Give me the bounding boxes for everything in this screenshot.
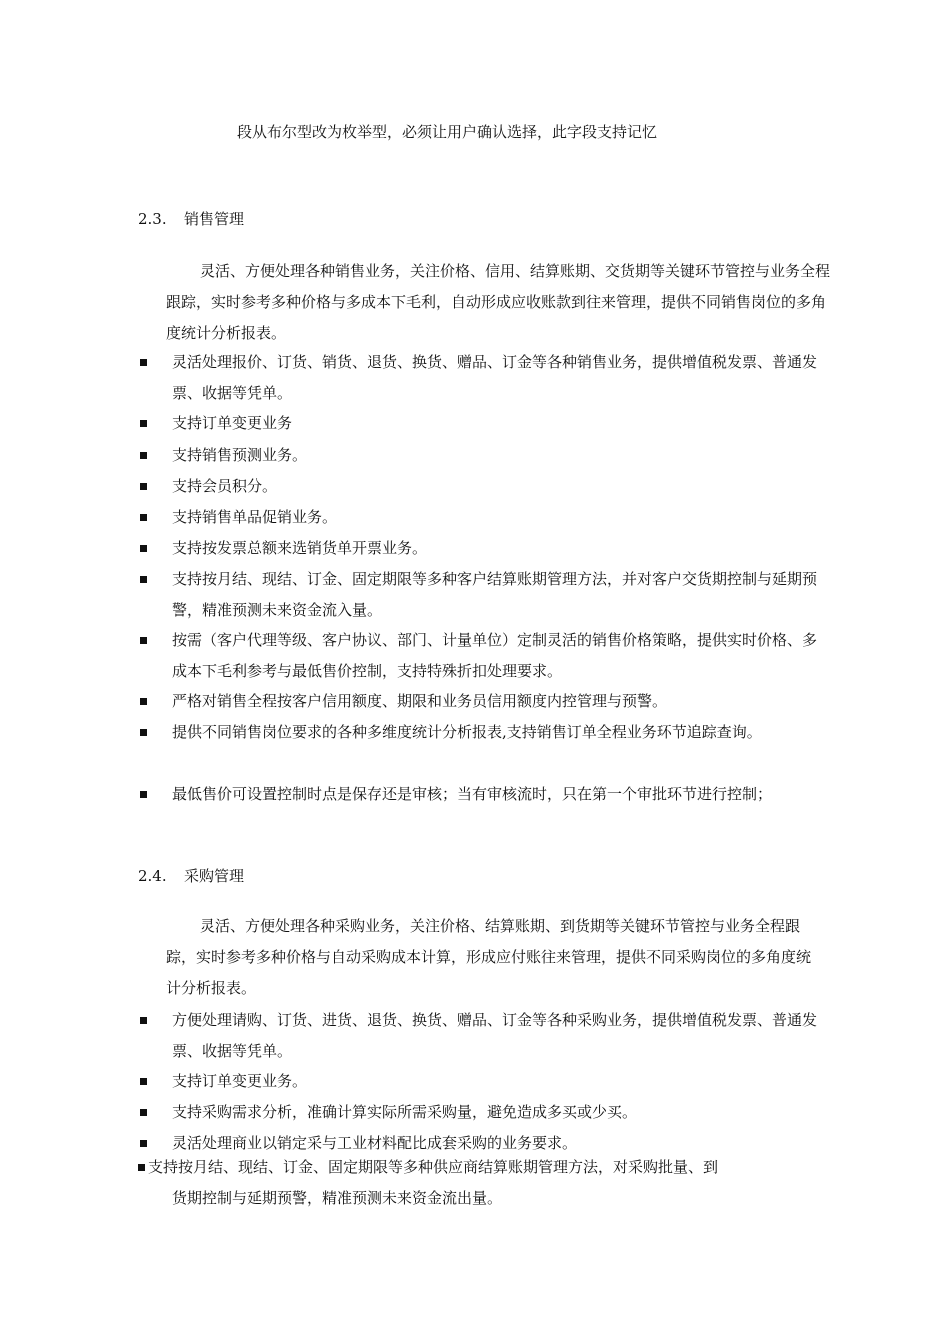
list-item-text: 支持采购需求分析，准确计算实际所需采购量，避免造成多买或少买。	[172, 1103, 638, 1121]
list-item-line: 支持按月结、现结、订金、固定期限等多种供应商结算账期管理方法，对采购批量、到	[148, 1158, 719, 1176]
list-item-text: 最低售价可设置控制时点是保存还是审核；当有审核流时，只在第一个审批环节进行控制；	[172, 785, 773, 803]
list-item-text	[148, 1152, 808, 1214]
list-item	[138, 625, 838, 687]
bullet-square-icon	[140, 1140, 147, 1147]
list-item-text: 严格对销售全程按客户信用额度、期限和业务员信用额度内控管理与预警。	[172, 692, 668, 710]
bullet-square-icon	[140, 514, 147, 521]
list-item	[138, 1152, 838, 1214]
bullet-square-icon	[138, 1164, 145, 1171]
bullet-square-icon	[140, 791, 147, 798]
bullet-square-icon	[140, 545, 147, 552]
list-item-line: 货期控制与延期预警，精准预测未来资金流出量。	[172, 1189, 503, 1207]
list-item-text: 灵活处理商业以销定采与工业材料配比成套采购的业务要求。	[172, 1134, 578, 1152]
bullet-square-icon	[140, 359, 147, 366]
list-item	[138, 502, 838, 533]
bullet-square-icon	[140, 1109, 147, 1116]
list-item	[138, 471, 838, 502]
list-item	[138, 1097, 838, 1128]
list-item-text: 支持订单变更业务。	[172, 1072, 308, 1090]
list-item	[138, 533, 838, 564]
list-item-text: 按需（客户代理等级、客户协议、部门、计量单位）定制灵活的销售价格策略，提供实时价格、多成本下毛利参考与最低售价控制，支持特殊折扣处理要求。	[172, 631, 818, 680]
list-item	[138, 686, 838, 717]
section-heading-purchase	[138, 864, 244, 888]
bullet-square-icon	[140, 1017, 147, 1024]
list-item	[138, 440, 838, 471]
bullet-square-icon	[140, 637, 147, 644]
purchase-intro-paragraph: 灵活、方便处理各种采购业务，关注价格、结算账期、到货期等关键环节管控与业务全程跟踪，实时参考多种价格与自动采购成本计算，形成应付账往来管理，提供不同采购岗位的多角度统计分析报表。	[166, 917, 812, 997]
list-item-text: 支持按发票总额来选销货单开票业务。	[172, 539, 428, 557]
section-number: 2.4.	[138, 867, 167, 885]
carry-over-text: 段从布尔型改为枚举型，必须让用户确认选择，此字段支持记忆	[237, 123, 658, 141]
list-item	[138, 347, 838, 409]
bullet-square-icon	[140, 698, 147, 705]
bullet-square-icon	[140, 452, 147, 459]
list-item-text: 支持会员积分。	[172, 477, 278, 495]
section-heading-sales	[138, 207, 244, 231]
bullet-square-icon	[140, 420, 147, 427]
list-item	[138, 1005, 838, 1067]
section-title: 销售管理	[184, 210, 245, 228]
section-title: 采购管理	[184, 867, 245, 885]
bullet-square-icon	[140, 483, 147, 490]
list-item-text: 支持订单变更业务	[172, 414, 293, 432]
sales-intro-paragraph: 灵活、方便处理各种销售业务，关注价格、信用、结算账期、交货期等关键环节管控与业务全程跟踪，实时参考多种价格与多成本下毛利，自动形成应收账款到往来管理，提供不同销售岗位的多角度统计分析报表。	[166, 262, 831, 342]
bullet-square-icon	[140, 729, 147, 736]
bullet-square-icon	[140, 576, 147, 583]
list-item	[138, 1066, 838, 1097]
list-item-text: 支持销售单品促销业务。	[172, 508, 338, 526]
section-number: 2.3.	[138, 210, 167, 228]
list-item	[138, 564, 838, 626]
list-item	[138, 779, 838, 810]
list-item-text: 提供不同销售岗位要求的各种多维度统计分析报表,支持销售订单全程业务环节追踪查询。	[172, 723, 762, 741]
list-item-text: 灵活处理报价、订货、销货、退货、换货、赠品、订金等各种销售业务，提供增值税发票、普通发票、收据等凭单。	[172, 353, 818, 402]
list-item	[138, 408, 838, 439]
list-item-text: 支持按月结、现结、订金、固定期限等多种客户结算账期管理方法，并对客户交货期控制与延期预警，精准预测未来资金流入量。	[172, 570, 818, 619]
list-item	[138, 717, 838, 748]
list-item-text: 方便处理请购、订货、进货、退货、换货、赠品、订金等各种采购业务，提供增值税发票、普通发票、收据等凭单。	[172, 1011, 818, 1060]
list-item-text: 支持销售预测业务。	[172, 446, 308, 464]
bullet-square-icon	[140, 1078, 147, 1085]
